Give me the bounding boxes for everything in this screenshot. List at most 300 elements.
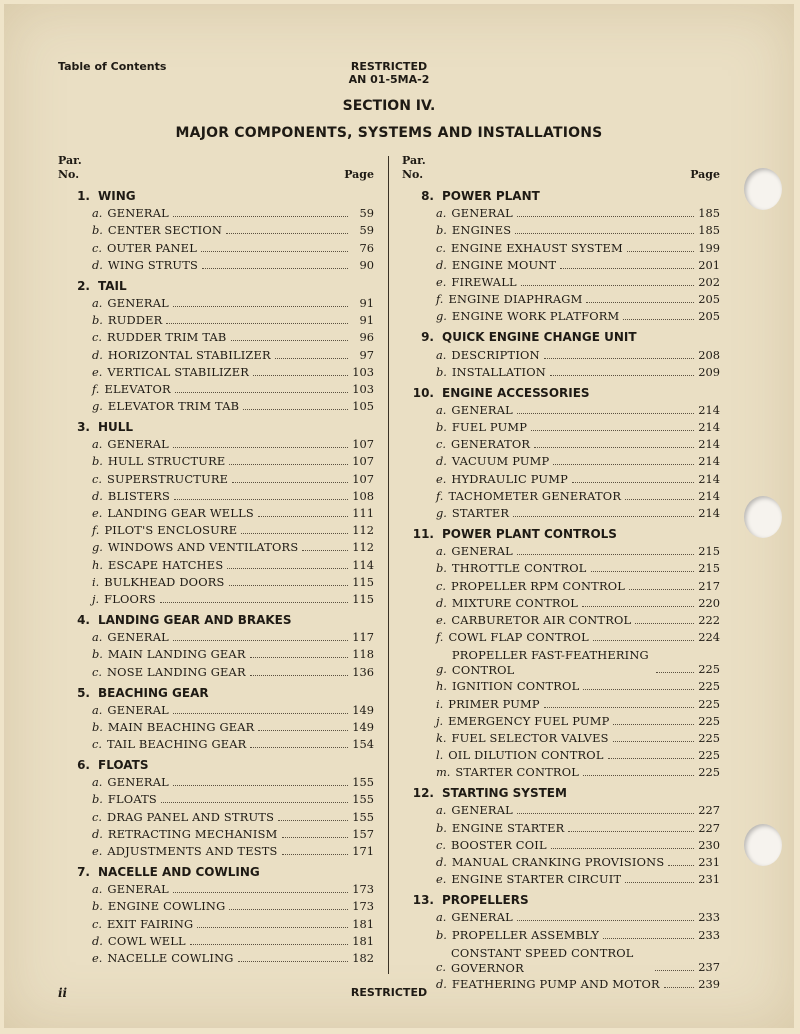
entry-title: ENGINE DIAPHRAGM <box>448 292 583 307</box>
dot-leader <box>278 820 348 821</box>
entry-title: MIXTURE CONTROL <box>451 595 578 610</box>
entry-page: 155 <box>352 775 374 790</box>
section-heading-title: POWER PLANT <box>442 189 540 203</box>
entry-page: 111 <box>352 506 374 520</box>
page-label: Page <box>690 168 720 181</box>
entry-title: GENERATOR <box>451 437 531 452</box>
dot-leader <box>282 854 348 855</box>
entry-page: 237 <box>698 959 720 974</box>
toc-entry <box>58 646 374 663</box>
dot-leader <box>591 571 694 572</box>
section-heading <box>58 685 374 702</box>
section-number: 8. <box>421 189 434 203</box>
toc-entry <box>402 871 720 888</box>
toc-entry <box>402 364 720 381</box>
toc-entry <box>58 398 374 415</box>
entry-letter: a. <box>92 437 103 452</box>
entry-page: 96 <box>359 330 374 345</box>
entry-page: 199 <box>698 240 720 255</box>
entry-page: 205 <box>698 292 720 307</box>
dot-leader <box>250 747 348 748</box>
entry-title: GENERAL <box>451 544 513 559</box>
section-number: 2. <box>77 278 90 293</box>
toc-entry <box>402 560 720 577</box>
entry-title: FUEL SELECTOR VALVES <box>451 730 609 745</box>
entry-title: DESCRIPTION <box>451 347 540 362</box>
entry-letter: d. <box>92 488 103 503</box>
entry-letter: l. <box>436 748 444 763</box>
entry-letter: g. <box>436 506 447 520</box>
entry-letter: e. <box>92 844 103 858</box>
section-number: 11. <box>412 527 434 541</box>
dot-leader <box>582 606 694 607</box>
toc-entry <box>58 791 374 808</box>
par-label: Par. <box>58 154 82 167</box>
entry-letter: f. <box>92 523 100 538</box>
entry-letter: f. <box>92 381 100 396</box>
toc-entry <box>402 764 720 781</box>
toc-section <box>402 785 720 888</box>
dot-leader <box>173 216 348 217</box>
entry-letter: d. <box>436 454 447 469</box>
entry-letter: c. <box>92 330 103 345</box>
toc-section <box>58 612 374 681</box>
entry-letter: d. <box>92 347 103 362</box>
entry-letter: b. <box>92 647 103 662</box>
entry-letter: e. <box>436 612 447 627</box>
dot-leader <box>603 938 694 939</box>
entry-title: GENERAL <box>107 630 169 645</box>
entry-page: 103 <box>352 364 374 379</box>
entry-title: BLISTERS <box>107 488 171 503</box>
dot-leader <box>173 785 348 786</box>
toc-entry <box>58 915 374 932</box>
dot-leader <box>258 730 348 731</box>
entry-page: 59 <box>359 223 374 238</box>
toc-entry <box>58 663 374 680</box>
toc-entry <box>402 239 720 256</box>
entry-title: NACELLE COWLING <box>107 950 234 965</box>
section-heading <box>58 278 374 295</box>
page-label: Page <box>344 168 374 181</box>
entry-page: 233 <box>698 910 720 925</box>
entry-letter: i. <box>92 574 100 589</box>
toc-section <box>402 329 720 380</box>
entry-page: 215 <box>698 544 720 559</box>
entry-letter: b. <box>436 364 447 379</box>
toc-entry <box>402 488 720 505</box>
entry-title: SUPERSTRUCTURE <box>107 471 229 486</box>
entry-letter: g. <box>436 662 447 677</box>
entry-title: ENGINE COWLING <box>107 899 226 914</box>
toc-entry <box>402 257 720 274</box>
entry-page: 182 <box>352 950 374 965</box>
entry-page: 117 <box>352 630 374 645</box>
dot-leader <box>534 447 694 448</box>
entry-letter: a. <box>92 882 103 897</box>
toc-entry <box>402 346 720 363</box>
dot-leader <box>202 268 348 269</box>
entry-title: LANDING GEAR WELLS <box>107 506 254 520</box>
section-heading-title: FLOATS <box>98 758 149 773</box>
classification-label: RESTRICTED <box>350 60 428 73</box>
entry-title: ENGINES <box>451 223 512 238</box>
entry-page: 91 <box>359 313 374 328</box>
section-heading-title: TAIL <box>98 278 127 293</box>
entry-page: 149 <box>352 702 374 717</box>
dot-leader <box>174 499 348 500</box>
entry-letter: a. <box>436 206 447 221</box>
entry-page: 205 <box>698 309 720 324</box>
entry-page: 224 <box>698 630 720 645</box>
toc-entry <box>58 222 374 239</box>
entry-letter: b. <box>436 820 447 835</box>
entry-page: 171 <box>352 844 374 858</box>
entry-page: 118 <box>352 647 374 662</box>
entry-page: 239 <box>698 976 720 991</box>
dot-leader <box>521 285 694 286</box>
toc-entry <box>58 950 374 967</box>
dot-leader <box>544 358 694 359</box>
entry-title: HULL STRUCTURE <box>107 454 226 469</box>
entry-title: PROPELLER RPM CONTROL <box>451 578 626 593</box>
dot-leader <box>517 216 694 217</box>
entry-title: GENERAL <box>451 206 513 221</box>
toc-entry <box>58 257 374 274</box>
entry-page: 214 <box>698 402 720 417</box>
entry-page: 185 <box>698 206 720 221</box>
entry-title: WINDOWS AND VENTILATORS <box>107 540 299 555</box>
dot-leader <box>282 837 349 838</box>
entry-title: PILOT'S ENCLOSURE <box>104 523 238 538</box>
header-left: Table of Contents <box>58 60 167 73</box>
entry-letter: b. <box>92 792 103 807</box>
entry-page: 225 <box>698 765 720 780</box>
dot-leader <box>629 589 694 590</box>
entry-letter: e. <box>436 274 447 289</box>
entry-title: GENERAL <box>107 882 169 897</box>
entry-page: 155 <box>352 792 374 807</box>
toc-section <box>402 526 720 781</box>
entry-page: 112 <box>352 523 374 538</box>
toc-entry <box>58 933 374 950</box>
toc-entry <box>402 505 720 522</box>
section-number: 9. <box>421 330 434 345</box>
dot-leader <box>613 724 694 725</box>
entry-letter: c. <box>436 437 447 452</box>
dot-leader <box>231 340 349 341</box>
entry-page: 225 <box>698 730 720 745</box>
entry-title: HORIZONTAL STABILIZER <box>107 347 271 362</box>
toc-entry <box>402 944 720 976</box>
toc-entry <box>402 837 720 854</box>
dot-leader <box>553 464 694 465</box>
entry-page: 91 <box>359 295 374 310</box>
dot-leader <box>627 251 694 252</box>
toc-entry <box>402 205 720 222</box>
toc-entry <box>58 556 374 573</box>
entry-letter: b. <box>92 313 103 328</box>
section-heading-title: WING <box>98 189 136 203</box>
entry-title: FLOORS <box>104 591 156 606</box>
toc-entry <box>58 295 374 312</box>
binder-hole <box>744 168 782 210</box>
entry-page: 115 <box>352 574 374 589</box>
entry-title: COWL WELL <box>107 933 186 948</box>
entry-title: RUDDER TRIM TAB <box>107 330 227 345</box>
toc-entry <box>58 470 374 487</box>
toc-entry <box>402 291 720 308</box>
toc-entry <box>402 678 720 695</box>
toc-entry <box>402 308 720 325</box>
toc-entry <box>402 274 720 291</box>
entry-page: 225 <box>698 679 720 694</box>
entry-page: 59 <box>359 206 374 221</box>
dot-leader <box>161 802 348 803</box>
section-heading-title: BEACHING GEAR <box>98 685 209 700</box>
entry-page: 97 <box>359 347 374 362</box>
section-number: 1. <box>77 189 90 203</box>
toc-entry <box>58 329 374 346</box>
header-center <box>304 60 474 86</box>
entry-page: 173 <box>352 899 374 914</box>
dot-leader <box>608 758 694 759</box>
section-heading <box>402 329 720 346</box>
entry-title: ADJUSTMENTS AND TESTS <box>107 844 278 858</box>
toc-entry <box>58 843 374 860</box>
entry-letter: b. <box>92 223 103 238</box>
column-header <box>402 154 720 184</box>
no-label: No. <box>58 168 80 181</box>
dot-leader <box>655 970 694 971</box>
dot-leader <box>572 482 694 483</box>
section-subtitle: MAJOR COMPONENTS, SYSTEMS AND INSTALLATIONS <box>175 125 603 141</box>
entry-title: INSTALLATION <box>451 364 546 379</box>
column-header <box>58 154 374 184</box>
toc-entry <box>58 629 374 646</box>
dot-leader <box>229 464 348 465</box>
entry-title: GENERAL <box>107 437 169 452</box>
entry-page: 231 <box>698 855 720 869</box>
document-number: AN 01-5MA-2 <box>348 73 430 86</box>
toc-entry <box>402 713 720 730</box>
entry-title: ELEVATOR <box>104 381 171 396</box>
dot-leader <box>226 233 348 234</box>
entry-page: 107 <box>352 471 374 486</box>
dot-leader <box>583 775 694 776</box>
entry-letter: d. <box>436 976 447 991</box>
footer-classification: RESTRICTED <box>350 986 428 999</box>
toc-left-column <box>58 154 374 967</box>
entry-page: 112 <box>352 540 374 555</box>
column-divider <box>388 156 389 974</box>
toc-entry <box>402 695 720 712</box>
toc-section <box>58 864 374 967</box>
toc-entry <box>402 470 720 487</box>
entry-page: 217 <box>698 578 720 593</box>
section-number: 5. <box>77 685 90 700</box>
toc-section <box>58 188 374 274</box>
section-heading <box>58 864 374 881</box>
dot-leader <box>517 554 694 555</box>
par-label: Par. <box>402 154 426 167</box>
section-heading <box>58 612 374 629</box>
toc-entry <box>58 312 374 329</box>
entry-page: 208 <box>698 347 720 362</box>
toc-entry <box>402 402 720 419</box>
entry-letter: b. <box>92 454 103 469</box>
entry-letter: b. <box>436 223 447 238</box>
entry-title: ENGINE STARTER <box>451 820 565 835</box>
entry-letter: b. <box>436 561 447 576</box>
entry-letter: j. <box>92 591 100 606</box>
dot-leader <box>160 602 348 603</box>
entry-letter: b. <box>436 927 447 942</box>
toc-entry <box>402 802 720 819</box>
dot-leader <box>517 920 694 921</box>
entry-page: 225 <box>698 748 720 763</box>
toc-entry <box>402 730 720 747</box>
section-heading-title: QUICK ENGINE CHANGE UNIT <box>442 330 637 345</box>
toc-entry <box>402 453 720 470</box>
dot-leader <box>586 302 694 303</box>
dot-leader <box>229 585 348 586</box>
entry-letter: g. <box>92 540 103 555</box>
dot-leader <box>560 268 694 269</box>
entry-letter: a. <box>436 347 447 362</box>
entry-title: STARTER CONTROL <box>455 765 580 780</box>
entry-title: HYDRAULIC PUMP <box>451 471 568 486</box>
entry-letter: d. <box>436 855 447 869</box>
section-number: 10. <box>412 385 434 400</box>
toc-entry <box>58 381 374 398</box>
entry-page: 90 <box>359 257 374 272</box>
dot-leader <box>173 713 348 714</box>
toc-section <box>58 278 374 415</box>
entry-title: COWL FLAP CONTROL <box>448 630 589 645</box>
dot-leader <box>550 375 694 376</box>
toc-section <box>402 892 720 993</box>
toc-section <box>402 188 720 325</box>
entry-page: 214 <box>698 506 720 520</box>
section-number: 13. <box>412 893 434 908</box>
entry-letter: c. <box>92 664 103 679</box>
section-number: 7. <box>77 865 90 879</box>
entry-title: RUDDER <box>107 313 163 328</box>
toc-section <box>58 419 374 608</box>
entry-page: 107 <box>352 454 374 469</box>
toc-entry <box>58 574 374 591</box>
entry-page: 222 <box>698 612 720 627</box>
toc-entry <box>58 522 374 539</box>
entry-title: BULKHEAD DOORS <box>104 574 225 589</box>
toc-entry <box>402 909 720 926</box>
entry-title: STARTER <box>451 506 510 520</box>
entry-letter: e. <box>436 872 447 887</box>
entry-page: 103 <box>352 381 374 396</box>
entry-title: THROTTLE CONTROL <box>451 561 587 576</box>
section-heading-title: NACELLE AND COWLING <box>98 865 260 879</box>
entry-letter: k. <box>436 730 447 745</box>
dot-leader <box>201 251 348 252</box>
section-heading-title: POWER PLANT CONTROLS <box>442 527 617 541</box>
toc-section <box>58 685 374 754</box>
entry-title: MAIN LANDING GEAR <box>107 647 246 662</box>
dot-leader <box>515 233 694 234</box>
toc-entry <box>402 747 720 764</box>
dot-leader <box>656 672 694 673</box>
entry-letter: c. <box>92 240 103 255</box>
page-number: ii <box>58 986 68 1000</box>
toc-entry <box>58 719 374 736</box>
toc-entry <box>402 926 720 943</box>
entry-letter: g. <box>92 399 103 414</box>
entry-title: RETRACTING MECHANISM <box>107 826 278 841</box>
dot-leader <box>173 640 348 641</box>
entry-page: 214 <box>698 471 720 486</box>
section-heading <box>58 757 374 774</box>
dot-leader <box>253 375 348 376</box>
dot-leader <box>513 516 694 517</box>
entry-title: GENERAL <box>451 803 513 818</box>
entry-title: WING STRUTS <box>107 257 198 272</box>
dot-leader <box>190 944 348 945</box>
section-heading <box>58 419 374 436</box>
entry-page: 233 <box>698 927 720 942</box>
toc-entry <box>58 826 374 843</box>
dot-leader <box>173 892 348 893</box>
entry-letter: c. <box>92 916 103 931</box>
entry-title: BOOSTER COIL <box>451 837 547 852</box>
entry-letter: a. <box>436 910 447 925</box>
entry-title: GENERAL <box>107 702 169 717</box>
section-heading <box>58 188 374 205</box>
entry-page: 155 <box>352 809 374 824</box>
entry-page: 107 <box>352 437 374 452</box>
entry-page: 231 <box>698 872 720 887</box>
entry-letter: d. <box>436 595 447 610</box>
entry-letter: c. <box>92 809 103 824</box>
toc-entry <box>58 205 374 222</box>
entry-title: IGNITION CONTROL <box>451 679 580 694</box>
entry-title: FLOATS <box>107 792 157 807</box>
entry-page: 115 <box>352 591 374 606</box>
toc-section <box>58 757 374 860</box>
dot-leader <box>517 813 694 814</box>
entry-title: CARBURETOR AIR CONTROL <box>451 612 632 627</box>
toc-entry <box>402 646 720 678</box>
entry-letter: e. <box>436 471 447 486</box>
entry-title: GENERAL <box>107 206 169 221</box>
section-number: 4. <box>77 612 90 627</box>
entry-page: 157 <box>352 826 374 841</box>
entry-letter: a. <box>92 775 103 790</box>
entry-letter: a. <box>92 630 103 645</box>
entry-title: ELEVATOR TRIM TAB <box>107 399 240 414</box>
entry-page: 202 <box>698 274 720 289</box>
entry-title: FIREWALL <box>451 274 517 289</box>
entry-page: 227 <box>698 820 720 835</box>
entry-letter: b. <box>436 420 447 435</box>
dot-leader <box>625 882 694 883</box>
dot-leader <box>166 323 348 324</box>
entry-letter: c. <box>436 240 447 255</box>
entry-page: 225 <box>698 696 720 711</box>
dot-leader <box>238 961 348 962</box>
entry-page: 214 <box>698 454 720 469</box>
entry-page: 220 <box>698 595 720 610</box>
entry-title: CENTER SECTION <box>107 223 223 238</box>
